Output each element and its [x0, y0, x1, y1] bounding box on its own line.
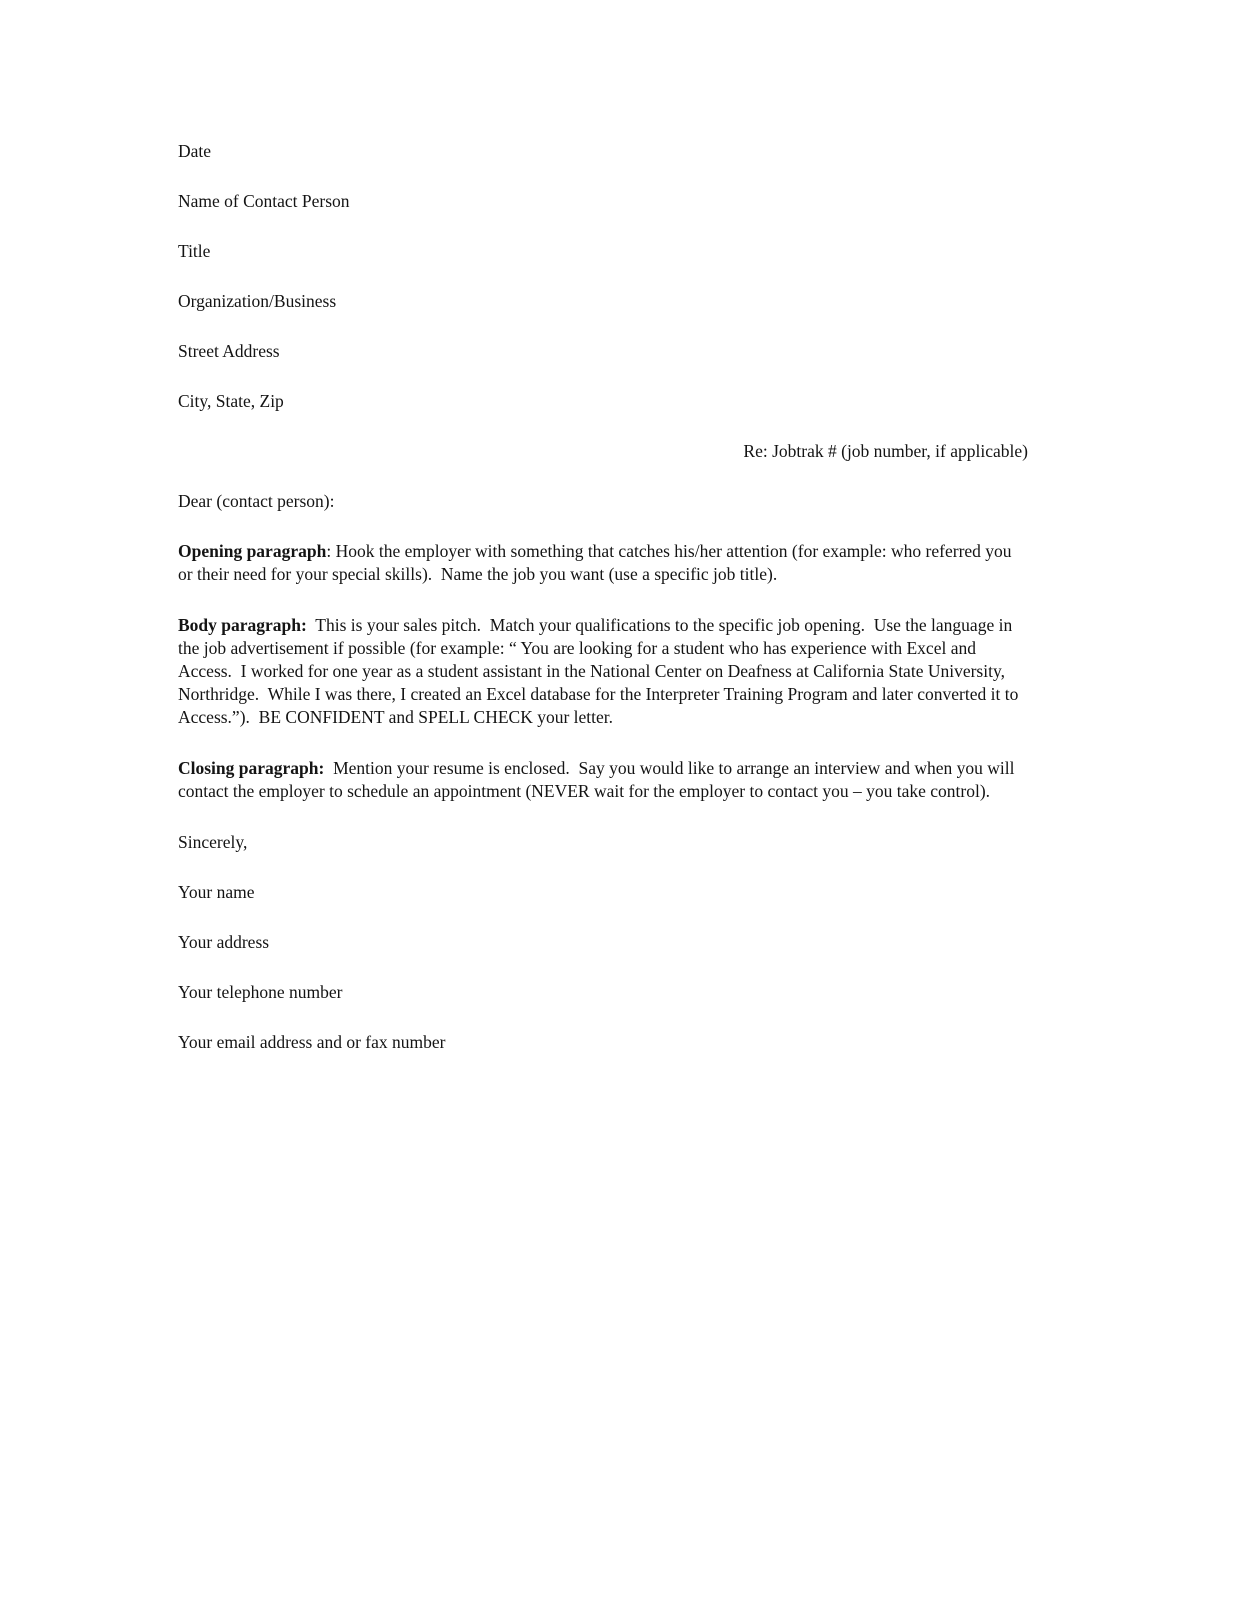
opening-paragraph [178, 540, 1028, 586]
opening-paragraph-body: Hook the employer with something that catches his/her attention (for example: who referred you or their need for your special skills). Name the job you want (use a specific job title). [178, 541, 1016, 584]
recipient-city-line: City, State, Zip [178, 391, 284, 411]
signature-phone-line: Your telephone number [178, 982, 343, 1002]
signature-name-line: Your name [178, 882, 255, 902]
closing-paragraph-separator [324, 758, 333, 778]
recipient-date-line: Date [178, 141, 212, 161]
body-paragraph-body: This is your sales pitch. Match your qualifications to the specific job opening. Use the language in the job advertisement if possible (for example: “ You are looking for a student who has experience with Excel and Access. I worked for one year as a student assistant in the National Center on Deafness at California State University, Northridge. While I was there, I created an Excel database for the Interpreter Training Program and later converted it to Access.”). BE CONFIDENT and SPELL CHECK your letter. [178, 615, 1022, 727]
signature-address-line: Your address [178, 932, 270, 952]
salutation-line: Dear (contact person): [178, 491, 335, 511]
recipient-title-line: Title [178, 241, 211, 261]
closing-paragraph-body: Mention your resume is enclosed. Say you would like to arrange an interview and when you will contact the employer to schedule an appointment (NEVER wait for the employer to contact you – you take control). [178, 758, 1019, 801]
recipient-street-line: Street Address [178, 341, 280, 361]
re-subject-line: Re: Jobtrak # (job number, if applicable) [743, 441, 1028, 461]
recipient-name-line: Name of Contact Person [178, 191, 350, 211]
closing-paragraph [178, 757, 1028, 803]
signature-email-fax-line: Your email address and or fax number [178, 1032, 446, 1052]
opening-paragraph-lead: Opening paragraph [178, 541, 327, 561]
opening-paragraph-separator: : [326, 541, 336, 561]
body-paragraph-lead: Body paragraph: [178, 615, 307, 635]
closing-salutation-line: Sincerely, [178, 832, 248, 852]
closing-paragraph-lead: Closing paragraph: [178, 758, 325, 778]
body-paragraph [178, 614, 1028, 729]
recipient-organization-line: Organization/Business [178, 291, 337, 311]
